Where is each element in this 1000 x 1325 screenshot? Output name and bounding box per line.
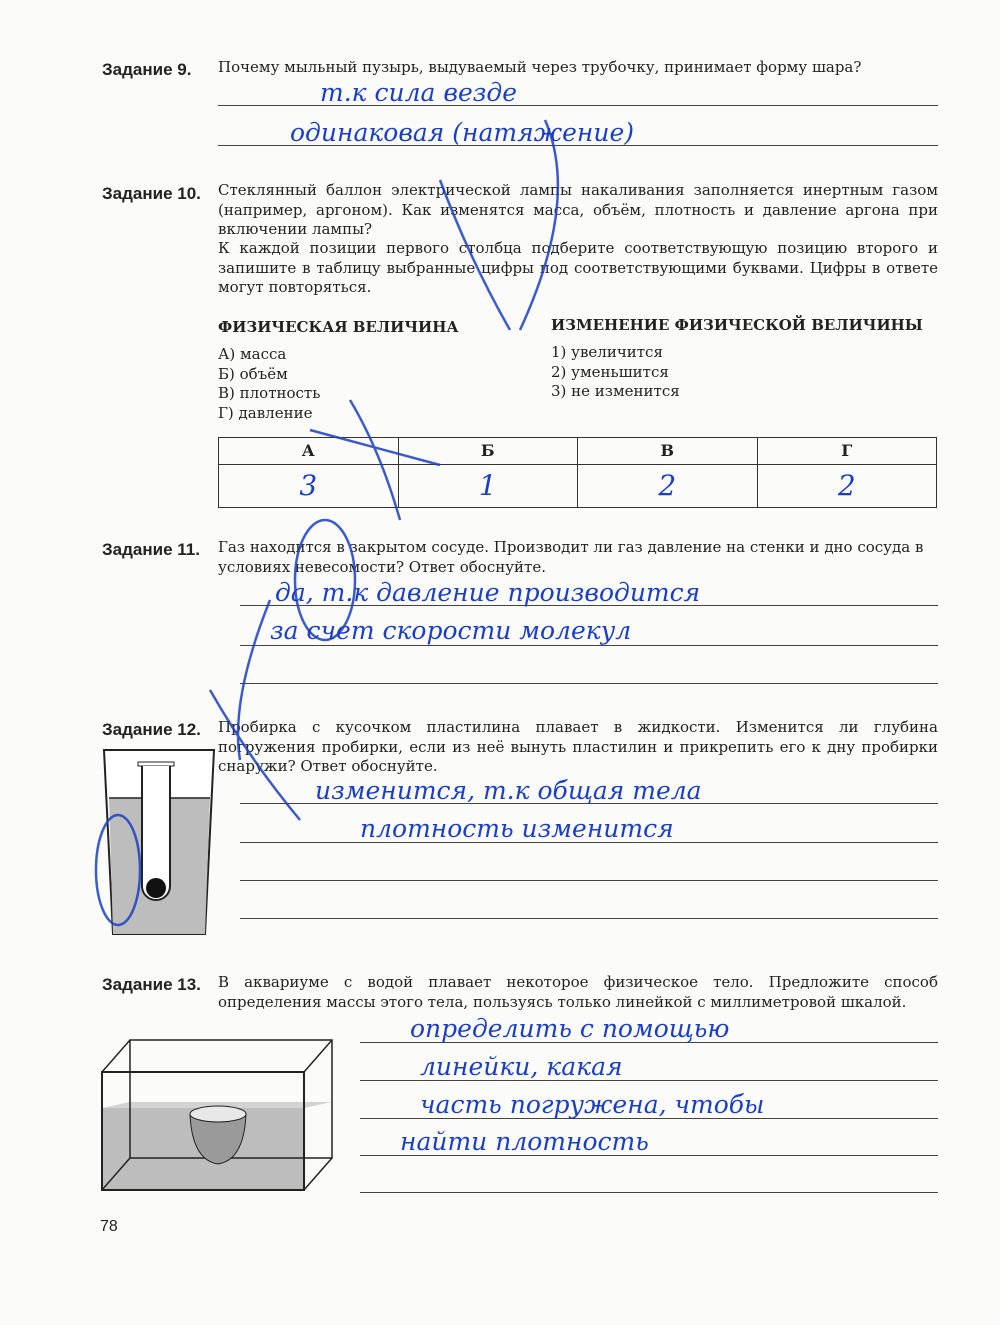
table-header: В (578, 438, 758, 465)
table-cell: 1 (398, 464, 578, 507)
task-12-answer-1: изменится, т.к общая тела (315, 776, 702, 805)
list-item: 3) не изменится (551, 382, 680, 400)
task-11-answer-1: да, т.к давление производится (275, 578, 701, 607)
task-11-label: Задание 11. (102, 540, 200, 559)
table-cell: 3 (219, 464, 399, 507)
task-13-question: В аквариуме с водой плавает некоторое физическое тело. Предложите способ определения массы этого тела, пользуясь только линейкой с миллиметровой шкалой. (218, 973, 938, 1011)
task-12-answer-2: плотность изменится (360, 814, 674, 843)
task-13-answer-3: часть погружена, чтобы (420, 1090, 765, 1119)
task-9-answer-2: одинаковая (натяжение) (290, 118, 635, 147)
list-item: В) плотность (218, 384, 321, 402)
page-number: 78 (100, 1218, 118, 1235)
table-cell: 2 (578, 464, 758, 507)
list-item: 2) уменьшится (551, 362, 669, 381)
task-11-answer-2: за счет скорости молекул (270, 616, 632, 645)
table-header: Г (757, 438, 937, 465)
list-item: Б) объём (218, 364, 288, 383)
task-9-answer-1: т.к сила везде (320, 78, 518, 107)
table-header: А (219, 438, 399, 465)
list-item: 1) увеличится (551, 343, 663, 361)
task-13-label: Задание 13. (102, 975, 201, 994)
task-13-answer-2: линейки, какая (420, 1052, 623, 1081)
list-item: Г) давление (218, 403, 313, 422)
task-13-answer-1: определить с помощью (410, 1014, 730, 1043)
table-cell: 2 (757, 464, 937, 507)
task-11-question: Газ находится в закрытом сосуде. Производит ли газ давление на стенки и дно сосуда в условиях невесомости? Ответ обоснуйте. (218, 538, 924, 576)
column-1-title: ФИЗИЧЕСКАЯ ВЕЛИЧИНА (218, 318, 459, 336)
task-12-question: Пробирка с кусочком пластилина плавает в жидкости. Изменится ли глубина погружения пробирки, если из неё вынуть пластилин и прикрепить его к дну пробирки снаружи? Ответ обоснуйте. (218, 718, 938, 775)
task-12-label: Задание 12. (102, 720, 201, 739)
task-10-instructions: К каждой позиции первого столбца подберите соответствующую позицию второго и запишите в таблицу выбранные цифры под соответствующими буквами. Цифры в ответе могут повторяться. (218, 239, 938, 296)
table-header: Б (398, 438, 578, 465)
task-10-label: Задание 10. (102, 184, 201, 203)
column-2-title: ИЗМЕНЕНИЕ ФИЗИЧЕСКОЙ ВЕЛИЧИНЫ (551, 316, 923, 334)
task-13-answer-4: найти плотность (400, 1127, 649, 1156)
task-9-label: Задание 9. (102, 60, 192, 79)
list-item: А) масса (218, 345, 287, 363)
task-9-question: Почему мыльный пузырь, выдуваемый через трубочку, принимает форму шара? (218, 58, 862, 76)
task-10-question: Стеклянный баллон электрической лампы накаливания заполняется инертным газом (например, аргоном). Как изменятся масса, объём, плотность и давление аргона при включении лампы? (218, 181, 938, 238)
